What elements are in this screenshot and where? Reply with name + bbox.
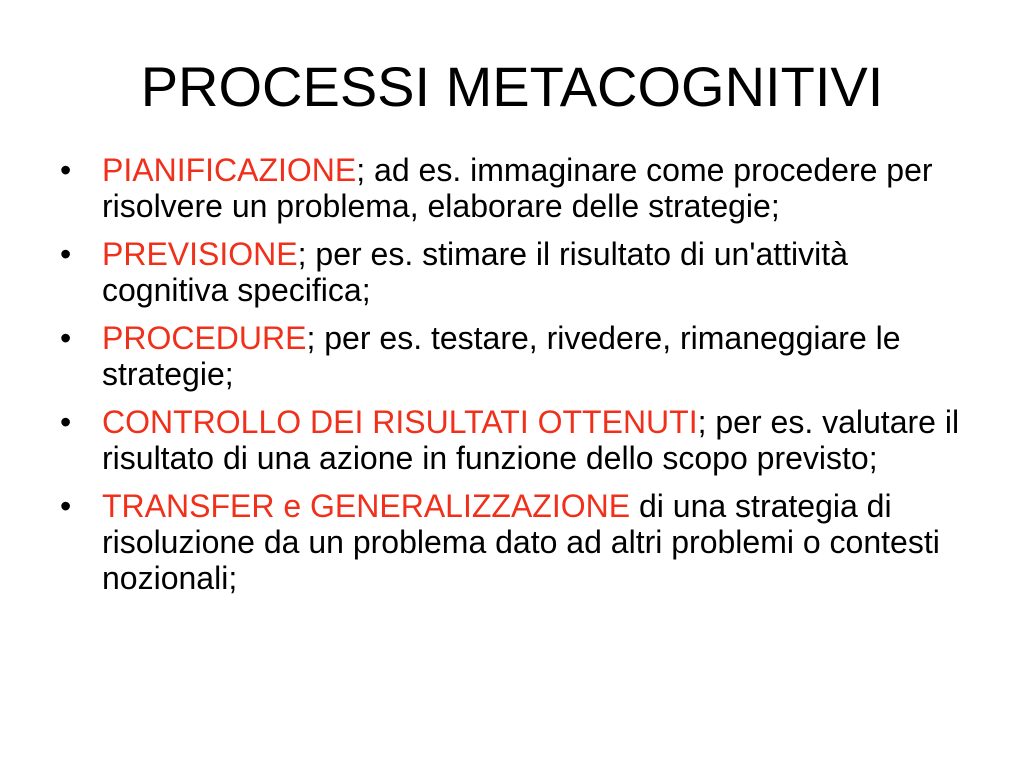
slide-title: PROCESSI METACOGNITIVI bbox=[140, 55, 884, 118]
item-text: di una strategia di risoluzione da un problema dato ad altri problemi o contesti nozionali; bbox=[102, 488, 940, 596]
bullet-icon: • bbox=[60, 236, 72, 272]
item-keyword: PROCEDURE bbox=[102, 320, 307, 356]
list-item bbox=[60, 488, 960, 596]
bullet-icon: • bbox=[60, 488, 72, 524]
item-keyword: CONTROLLO DEI RISULTATI OTTENUTI bbox=[102, 404, 698, 440]
bullet-icon: • bbox=[60, 404, 72, 440]
list-item bbox=[60, 404, 960, 476]
list-item bbox=[60, 152, 960, 224]
list-item bbox=[60, 320, 960, 392]
item-text: ; ad es. immaginare come procedere per risolvere un problema, elaborare delle strategie; bbox=[102, 152, 933, 224]
item-keyword: TRANSFER e GENERALIZZAZIONE bbox=[102, 488, 631, 524]
item-text: ; per es. stimare il risultato di un'attività cognitiva specifica; bbox=[102, 236, 848, 308]
item-keyword: PREVISIONE bbox=[102, 236, 298, 272]
bullet-icon: • bbox=[60, 320, 72, 356]
item-keyword: PIANIFICAZIONE bbox=[102, 152, 357, 188]
list-item bbox=[60, 236, 960, 308]
bullet-list bbox=[60, 152, 960, 608]
bullet-icon: • bbox=[60, 152, 72, 188]
item-text: ; per es. valutare il risultato di una azione in funzione dello scopo previsto; bbox=[102, 404, 960, 476]
item-text: ; per es. testare, rivedere, rimaneggiare le strategie; bbox=[102, 320, 901, 392]
